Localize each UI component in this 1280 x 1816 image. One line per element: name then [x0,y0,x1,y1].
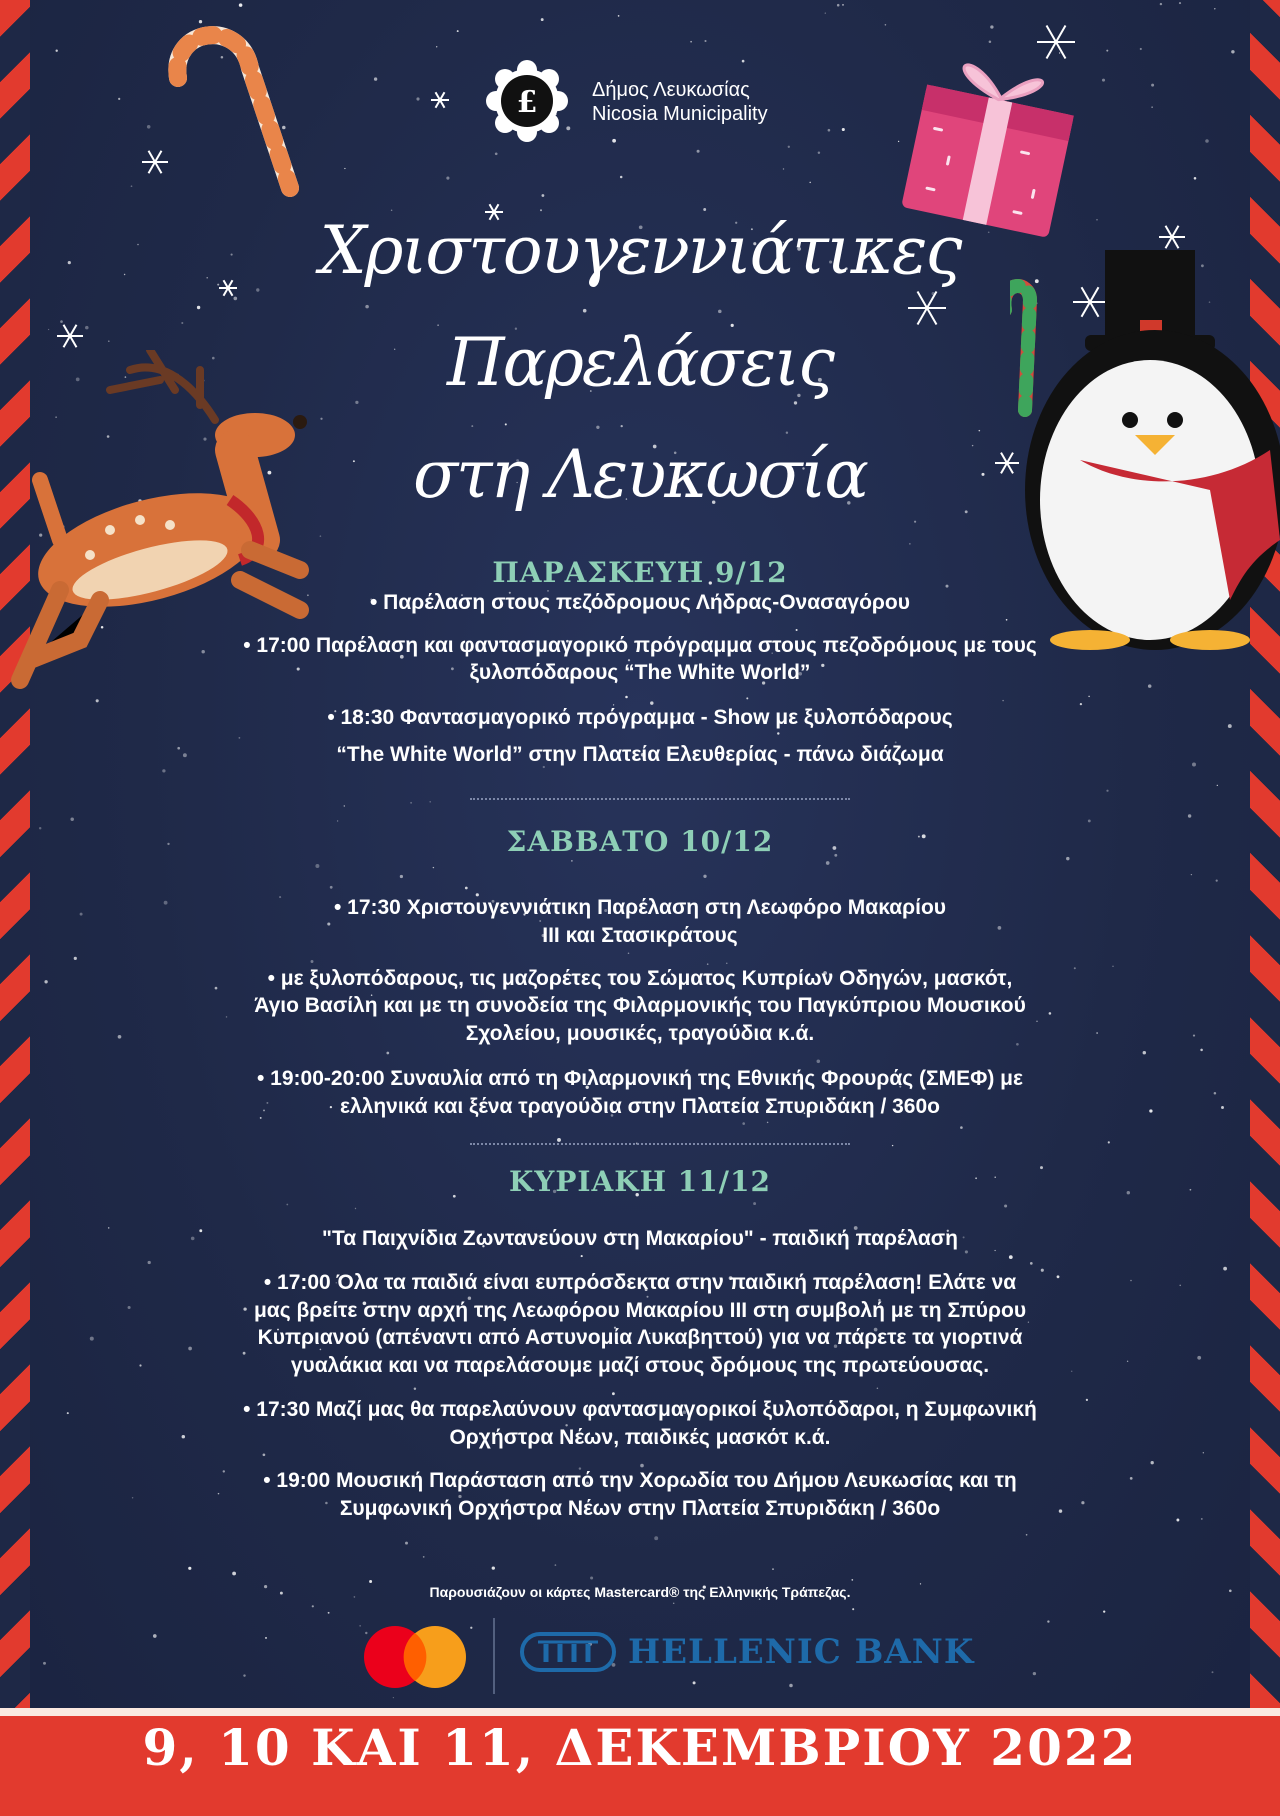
star [188,1567,191,1570]
star [1214,1092,1217,1095]
star [994,1176,995,1177]
star [181,322,183,324]
star [817,1060,821,1064]
sunday-line-3: μας βρείτε στην αρχή της Λεωφόρου Μακαρίου ΙΙΙ στη συμβολή με τη Σπύρου [253,1299,1027,1322]
star [416,97,419,100]
star [470,1627,472,1629]
star [693,1681,696,1684]
star [337,820,338,821]
star [495,152,498,155]
star [243,1674,245,1676]
star [1179,1285,1180,1286]
star [571,860,572,861]
star [620,176,623,179]
star [1192,763,1196,767]
star [877,1387,879,1389]
star [374,77,377,80]
star [1040,1166,1043,1169]
star [446,177,449,180]
friday-line-4: • 18:30 Φαντασμαγορικό πρόγραμμα - Show με ξυλοπόδαρους [327,706,953,729]
star [232,1572,236,1576]
saturday-line-3: • με ξυλοπόδαρους, τις μαζορέτες του Σώματος Κυπρίων Οδηγών, μασκότ, [267,967,1013,990]
day-heading-saturday: ΣΑΒΒΑΤΟ 10/12 [506,825,774,858]
sponsor-divider [493,1618,495,1694]
star [772,1568,774,1570]
star [1004,1204,1007,1207]
star [612,139,616,143]
municipality-logo-icon [484,58,570,144]
snowflake-icon [431,92,449,108]
saturday-line-4: Άγιο Βασίλη και με τη συνοδεία της Φιλαρμονικής του Παγκύπριου Μουσικού [254,994,1026,1017]
star [43,1662,46,1665]
star [909,543,910,544]
star [56,50,58,52]
star [423,1556,425,1558]
star [44,980,47,983]
star [312,1605,314,1607]
snowflake-icon [57,325,83,348]
star [851,1579,853,1581]
star [311,960,314,963]
star [1143,1051,1146,1054]
star [67,1412,69,1414]
star [1197,1356,1201,1360]
star [789,1684,793,1688]
star [1160,3,1162,5]
star [1228,724,1232,728]
star [405,1542,408,1545]
snowflake-icon [219,280,237,296]
star [852,1608,854,1610]
star [280,1592,283,1595]
friday-line-5: “The White World” στην Πλατεία Ελευθερίας - πάνω διάζωμα [336,743,944,766]
star [1231,50,1234,53]
star [217,284,219,286]
star [231,254,233,256]
star [726,963,727,964]
star [1106,790,1108,792]
star [777,732,779,734]
star [1203,1452,1204,1453]
star [1148,684,1152,688]
municipality-name-greek: Δήμος Λευκωσίας [592,79,750,101]
sunday-line-4: Κυπριανού (απέναντι από Αστυνομία Λυκαβηττού) για να πάρετε τα γιορτινά [257,1326,1023,1349]
star [767,1122,769,1124]
star [436,46,437,47]
star [265,1637,267,1639]
star [153,1634,157,1638]
star [433,867,434,868]
star [1216,879,1218,881]
date-banner-text: 9, 10 ΚΑΙ 11, ΔΕΚΕΜΒΡΙΟΥ 2022 [142,1718,1138,1777]
star [1047,1620,1049,1622]
star [197,306,200,309]
star [80,913,83,916]
candy-cane-icon [150,18,310,208]
star [690,41,692,43]
sunday-line-5: γυαλάκια και να παρελάσουμε μαζί στους δρόμους της πρωτεύουσας. [290,1354,990,1377]
hellenic-bank-logo-icon [518,1630,618,1674]
star [264,1585,267,1588]
star [167,843,169,845]
star [1066,857,1069,860]
star [753,1202,756,1205]
star [842,4,844,6]
sunday-line-9: Συμφωνική Ορχήστρα Νέων στην Πλατεία Σπυριδάκη / 360ο [339,1497,941,1520]
star [746,697,748,699]
saturday-line-7: ελληνικά και ξένα τραγούδια στην Πλατεία Σπυριδάκη / 360ο [340,1095,940,1118]
star [429,801,431,803]
star [1214,8,1215,9]
star [1223,1267,1227,1271]
star [1151,84,1154,87]
star [828,129,831,132]
star [796,629,798,631]
star [1009,1255,1013,1259]
star [818,151,820,153]
star [1176,1519,1179,1522]
star [1088,696,1090,698]
star [128,1306,131,1309]
star [108,340,110,342]
star [124,274,125,275]
title-line-3: στη Λευκωσία [413,436,867,513]
star [90,1337,94,1341]
saturday-line-2: ΙΙΙ και Στασικράτους [542,924,738,947]
star [457,30,459,32]
star [590,1576,593,1579]
star [60,320,63,323]
star [581,1255,583,1257]
star [809,182,811,184]
star [139,1364,141,1366]
star [703,875,706,878]
friday-line-3: ξυλοπόδαρους “The White World” [469,661,811,684]
star [742,60,745,63]
star [344,805,345,806]
star [1217,785,1218,786]
star [137,244,139,246]
saturday-line-5: Σχολείου, μουσικές, τραγούδια κ.ά. [465,1022,815,1045]
star [1200,1049,1203,1052]
star [131,185,133,187]
star [330,886,333,889]
star [233,297,237,301]
star [1108,1141,1110,1143]
star [1221,1106,1224,1109]
star [1026,1534,1028,1536]
star [328,1612,330,1614]
star [118,1035,122,1039]
star [707,963,709,965]
sunday-line-6: • 17:30 Μαζί μας θα παρελαύνουν φαντασμαγορικοί ξυλοπόδαροι, η Συμφωνική [243,1398,1037,1421]
star [826,861,830,865]
star [625,696,628,699]
star [1151,1461,1154,1464]
star [990,25,993,28]
star [1191,874,1192,875]
star [410,802,412,804]
star [1130,1280,1132,1282]
star [239,3,243,7]
star [1033,1672,1036,1675]
day-heading-friday: ΠΑΡΑΣΚΕΥΗ 9/12 [492,556,788,589]
star [1102,79,1105,82]
star [628,953,630,955]
star [788,146,790,148]
star [697,150,700,153]
star [654,1536,658,1540]
saturday-line-1: • 17:30 Χριστουγεννιάτικη Παρέλαση στη Λεωφόρο Μακαρίου [333,896,947,919]
star [286,1204,288,1206]
title-line-1: Χριστουγεννιάτικες [319,212,961,289]
mastercard-logo-icon [362,1624,468,1690]
svg-text:£: £ [516,85,538,120]
star [1194,177,1197,180]
sunday-line-8: • 19:00 Μουσική Παράσταση από την Χορωδία του Δήμου Λευκωσίας και τη [263,1469,1017,1492]
star [465,887,468,890]
star [1106,50,1108,52]
star [892,1145,893,1146]
municipality-name-english: Nicosia Municipality [592,103,768,125]
saturday-line-6: • 19:00-20:00 Συναυλία από τη Φιλαρμονική της Εθνικής Φρουράς (ΣΜΕΦ) με [257,1067,1023,1090]
star [1229,1589,1232,1592]
star [39,827,41,829]
star [148,1261,151,1264]
star [704,40,706,42]
star [842,128,845,131]
star [256,288,259,291]
star [68,261,71,264]
star [355,1208,356,1209]
star [344,168,345,169]
star [414,1388,416,1390]
star [386,1052,389,1055]
star [640,1464,644,1468]
star [1002,700,1003,701]
star [263,1453,266,1456]
star [1130,1477,1133,1480]
friday-line-1: • Παρέλαση στους πεζόδρομους Λήδρας-Ονασαγόρου [370,591,910,614]
star [393,1697,394,1698]
star [1188,814,1191,817]
star [162,769,165,772]
star [359,1625,360,1626]
sunday-line-1: "Τα Παιχνίδια Ζωντανεύουν στη Μακαρίου" - παιδική παρέλαση [322,1227,958,1250]
star [74,957,77,960]
star [1030,1262,1033,1265]
star [1205,139,1209,143]
star [618,15,620,17]
star [1201,1518,1203,1520]
star [48,329,49,330]
star [557,1138,561,1142]
day-heading-sunday: ΚΥΡΙΑΚΗ 11/12 [509,1165,771,1198]
title-line-2: Παρελάσεις [446,324,834,401]
star [612,1392,615,1395]
hellenic-bank-name: HELLENIC BANK [628,1632,975,1672]
left-stripe-border [0,0,30,1710]
star [1088,819,1091,822]
sunday-line-2: • 17:00 Όλα τα παιδιά είναι ευπρόσδεκτα στην παιδική παρέλαση! Ελάτε να [263,1271,1017,1294]
star [1127,1191,1130,1194]
sunday-line-7: Ορχήστρα Νέων, παιδικές μασκότ κ.ά. [449,1426,831,1449]
star [85,326,89,330]
star [885,24,887,26]
star [1212,1671,1214,1673]
star [70,818,73,821]
star [555,1564,557,1566]
star [369,1580,372,1583]
separator-1 [470,798,850,800]
star [1103,1610,1105,1612]
star [400,875,403,878]
sponsor-text: Παρουσιάζουν οι κάρτες Mastercard® της Ελληνικής Τράπεζας. [429,1584,851,1600]
poster-title [290,195,990,531]
separator-2 [470,1143,850,1145]
star [206,277,208,279]
star [1193,1035,1195,1037]
friday-line-2: • 17:00 Παρέλαση και φαντασμαγορικό πρόγραμμα στους πεζοδρόμους με τους [243,634,1037,657]
star [837,4,840,7]
star [492,1566,495,1569]
star [960,1126,963,1129]
star [1006,619,1008,621]
star [1179,2,1181,4]
star [1149,1109,1152,1112]
star [1151,106,1152,107]
star [108,1227,110,1229]
star [132,1497,133,1498]
star [825,12,826,13]
star [238,737,240,739]
star [315,864,319,868]
star [1190,1189,1192,1191]
star [118,98,120,100]
star [1140,48,1142,50]
municipality-name [592,78,768,126]
star [783,168,784,169]
star [541,18,544,21]
star [742,1122,745,1125]
star [673,1603,674,1604]
